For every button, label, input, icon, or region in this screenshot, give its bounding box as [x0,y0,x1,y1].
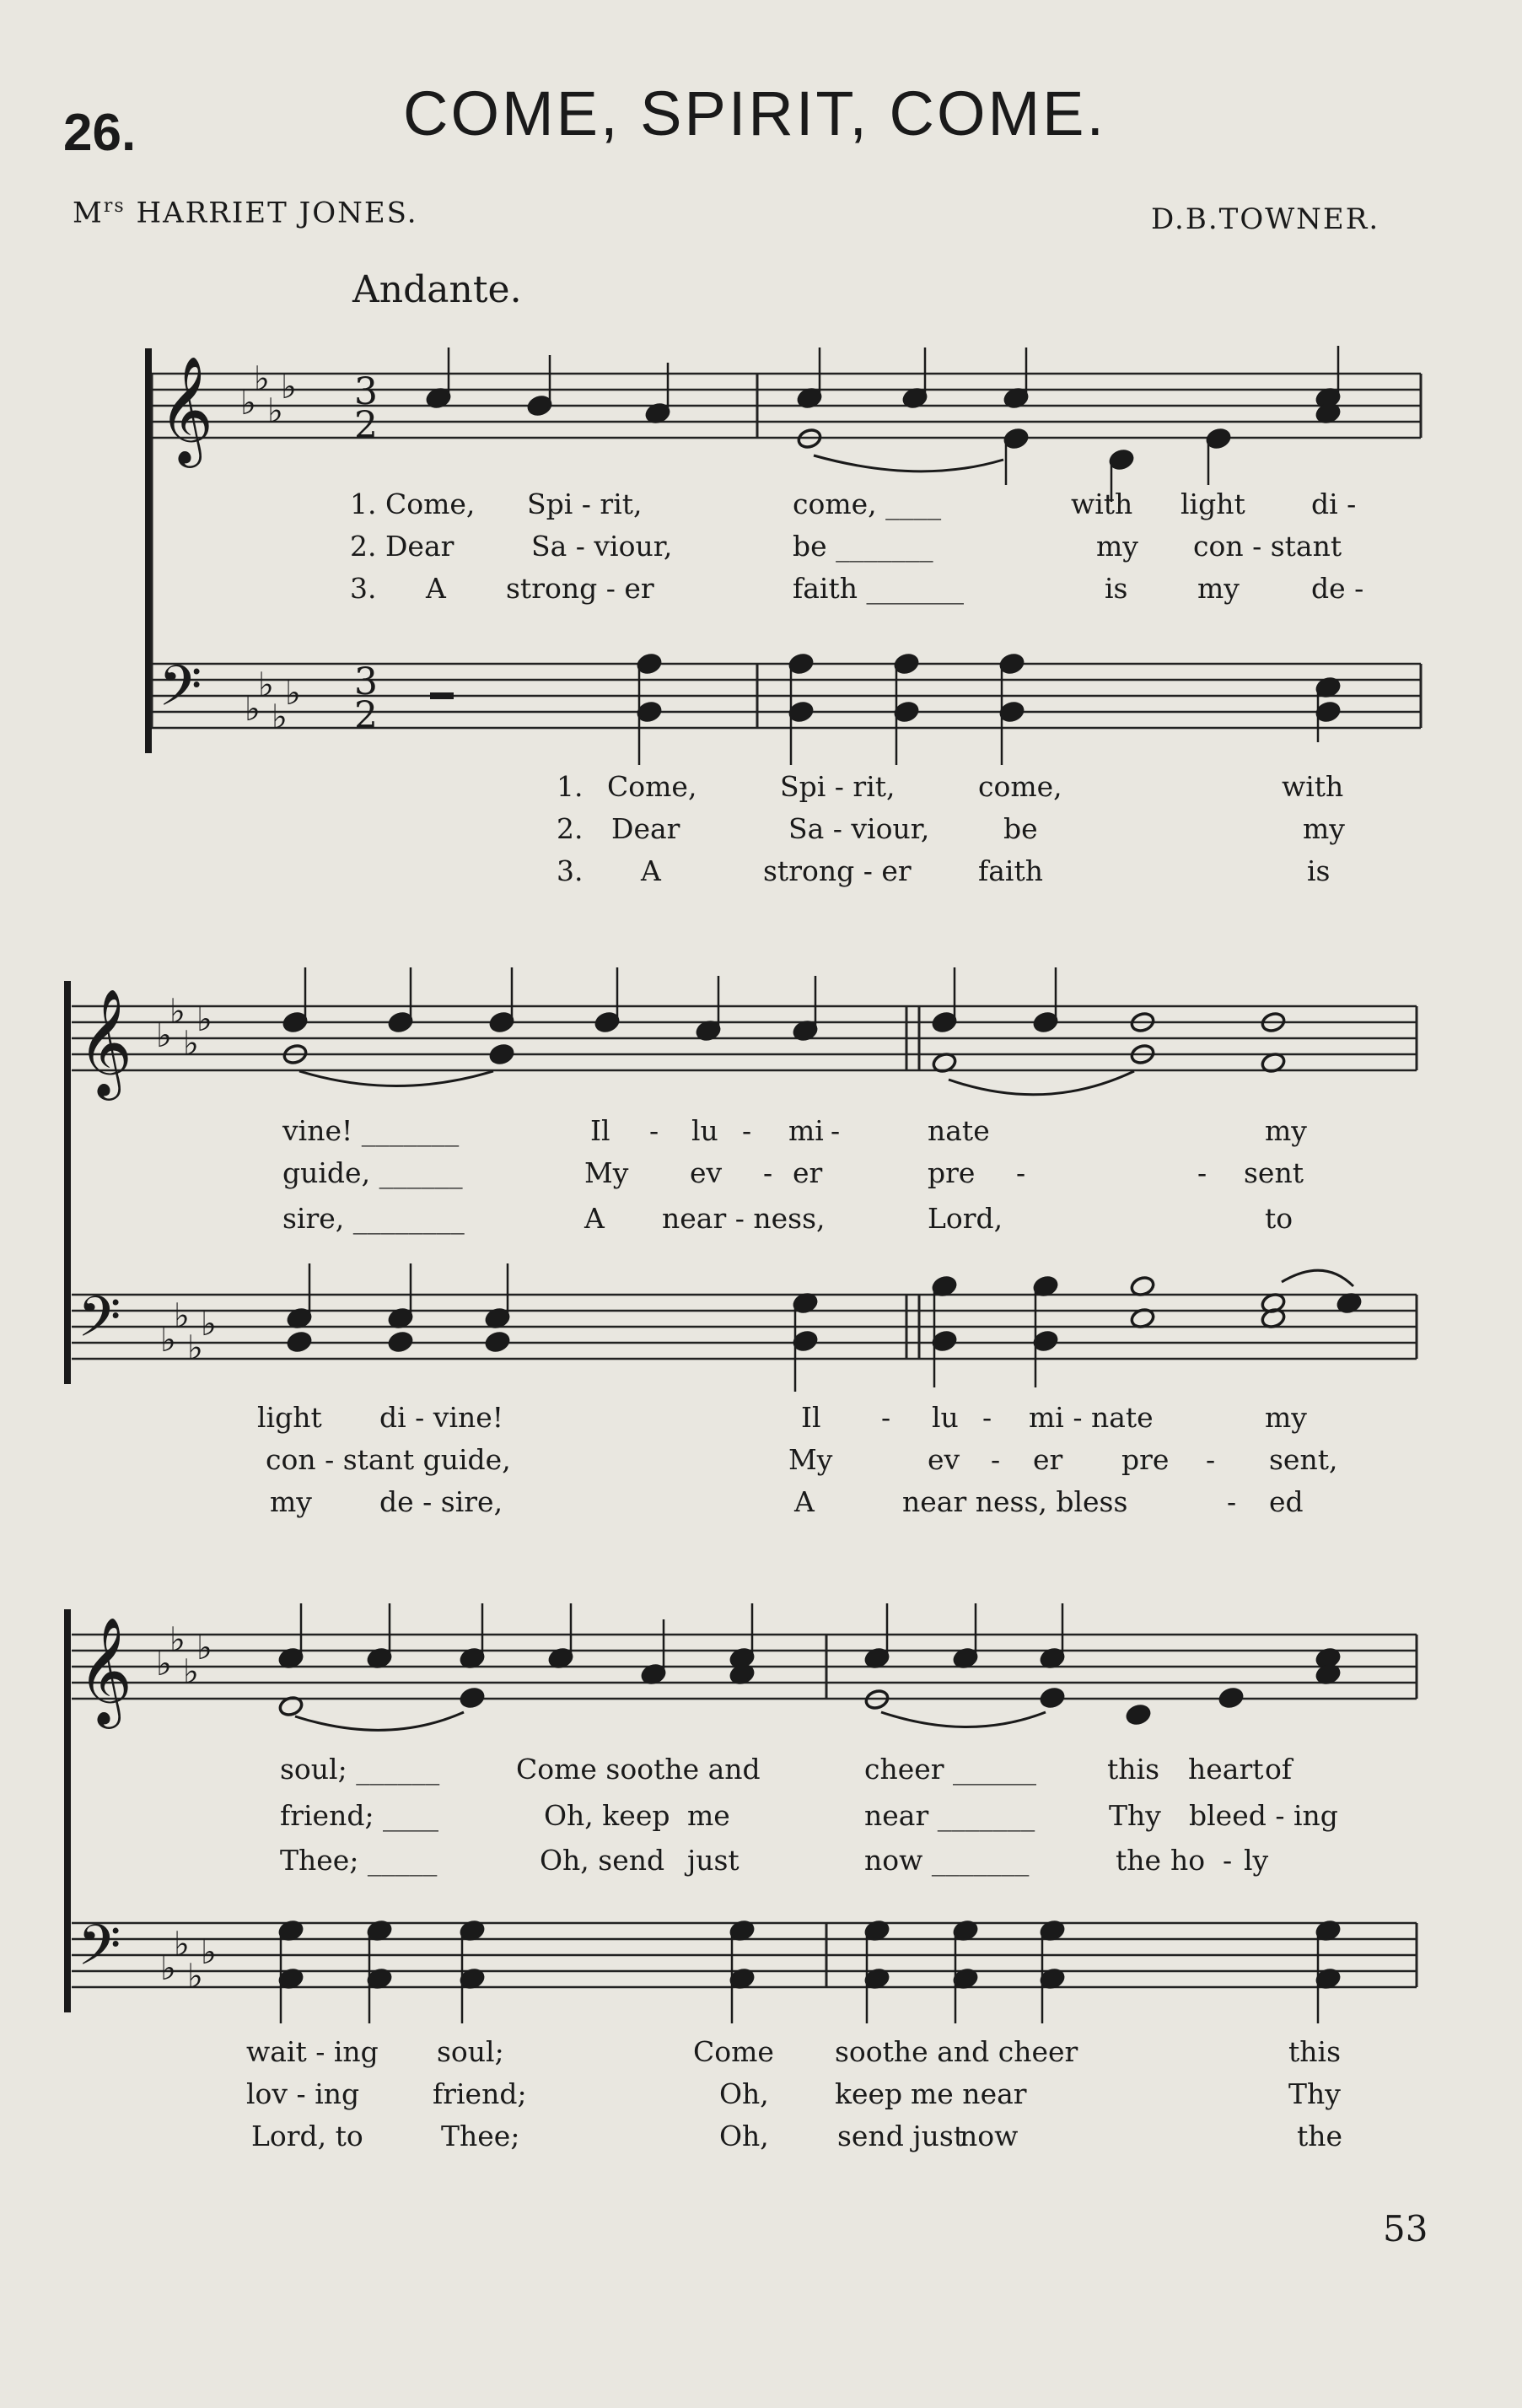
flat-sign: ♭ [187,1957,203,1996]
lyric-system1-lower-v3-w1: 3. [557,854,584,887]
lyric-system2-upper-v1-w7: - [831,1114,841,1147]
half-rest [430,692,454,699]
lyric-system1-upper-v2-w5: con - stant [1193,530,1342,563]
lyric-system1-lower-v3-w5: is [1307,854,1331,887]
lyric-system2-upper-v1-w3: - [649,1114,659,1147]
lyric-system3-lower-v2-w4: keep [835,2077,903,2110]
lyric-system1-upper-v1-w2: Spi - rit, [527,488,643,520]
lyric-system3-lower-v3-w5: now [960,2120,1019,2152]
lyric-system2-upper-v1-w9: my [1265,1114,1307,1147]
lyric-system1-upper-v2-w2: Sa - viour, [531,530,673,563]
flat-sign: ♭ [169,992,186,1032]
lyric-system1-lower-v2-w2: Dear [611,812,680,845]
lyric-system3-upper-v3-w7: - [1223,1844,1233,1877]
flat-sign: ♭ [160,1949,176,1988]
lyric-system3-upper-v2-w1: friend; ____ [280,1799,439,1832]
lyric-system3-upper-v2-w5: Thy [1109,1799,1161,1832]
lyric-system1-lower-v3-w3: strong - er [763,854,912,887]
lyric-system1-lower-v1-w1: 1. [557,770,584,803]
lyric-system3-upper-v3-w1: Thee; _____ [280,1844,438,1877]
time-signature-top: 3 [354,370,378,413]
slur [881,1712,1046,1727]
lyric-system3-lower-v1-w2: soul; [437,2035,504,2068]
flat-sign: ♭ [174,1925,190,1964]
flat-sign: ♭ [201,1933,217,1972]
lyric-system3-upper-v3-w2: Oh, send [540,1844,665,1877]
lyric-system3-upper-v2-w2: Oh, keep [544,1799,670,1832]
lyric-system2-lower-v3-w6: ed [1269,1485,1304,1518]
lyric-system1-upper-v2-w4: my [1096,530,1138,563]
lyric-system3-upper-v3-w8: ly [1244,1844,1269,1877]
lyric-system2-lower-v1-w3: Il [801,1401,821,1434]
page-number: 53 [1383,2208,1428,2249]
lyric-system1-upper-v1-w1: 1. Come, [350,488,476,520]
flat-sign: ♭ [254,359,270,399]
notehead [1218,1687,1245,1710]
lyric-system2-upper-v3-w2: A [584,1202,605,1235]
lyric-system2-lower-v1-w6: - [982,1401,992,1434]
lyric-system2-lower-v2-w3: ev [928,1443,960,1476]
lyric-system2-lower-v2-w1: con - stant guide, [266,1443,511,1476]
lyric-system2-lower-v1-w7: mi - nate [1029,1401,1154,1434]
lyric-system3-lower-v2-w3: Oh, [719,2077,769,2110]
composer-credit: D.B.TOWNER. [1151,202,1380,236]
lyric-system1-lower-v2-w1: 2. [557,812,584,845]
lyricist-name: HARRIET JONES. [136,196,418,230]
lyric-system3-lower-v2-w2: friend; [433,2077,527,2110]
lyric-system1-upper-v3-w6: my [1197,572,1240,605]
flat-sign: ♭ [187,1328,203,1368]
lyric-system2-lower-v3-w5: - [1227,1485,1237,1518]
lyric-system2-upper-v3-w4: Lord, [928,1202,1003,1235]
lyric-system2-lower-v3-w4: near ness, bless [902,1485,1128,1518]
lyric-system3-lower-v3-w4: send just [837,2120,965,2152]
lyric-system2-upper-v1-w5: - [742,1114,752,1147]
flat-sign: ♭ [160,1321,176,1360]
hymn-title: COME, SPIRIT, COME. [403,78,1107,148]
lyric-system1-lower-v1-w5: with [1282,770,1344,803]
flat-sign: ♭ [169,1620,186,1660]
lyric-system3-lower-v2-w1: lov - ing [246,2077,360,2110]
lyric-system2-lower-v2-w7: - [1206,1443,1216,1476]
lyric-system3-upper-v1-w1: soul; ______ [280,1753,440,1786]
treble-clef: 𝄞 [78,988,133,1096]
flat-sign: ♭ [245,690,261,729]
lyric-system3-lower-v3-w6: the [1297,2120,1343,2152]
lyric-system3-upper-v3-w3: just [687,1844,739,1877]
lyric-system2-lower-v2-w5: er [1033,1443,1063,1476]
lyric-system3-upper-v2-w3: me [687,1799,730,1832]
notehead [485,1331,511,1354]
lyric-system3-upper-v3-w6: ho [1170,1844,1206,1877]
time-signature-bottom: 2 [354,694,378,737]
lyric-system2-upper-v2-w5: er [793,1156,823,1189]
flat-sign: ♭ [272,698,288,737]
lyric-system2-lower-v3-w2: de - sire, [379,1485,503,1518]
lyric-system2-lower-v3-w3: A [794,1485,815,1518]
flat-sign: ♭ [183,1652,199,1692]
lyricist-prefix: M [73,196,104,230]
lyric-system1-lower-v3-w2: A [641,854,661,887]
lyric-system2-upper-v1-w2: Il [590,1114,610,1147]
lyric-system1-lower-v1-w4: come, [978,770,1062,803]
lyric-system3-lower-v3-w2: Thee; [441,2120,520,2152]
notehead [460,1687,486,1710]
slur [814,455,1003,471]
flat-sign: ♭ [267,391,283,431]
lyric-system1-upper-v1-w3: come, ____ [793,488,942,520]
notehead [287,1331,313,1354]
lyric-system3-lower-v1-w3: Come [693,2035,774,2068]
lyric-system2-upper-v2-w3: ev [690,1156,723,1189]
flat-sign: ♭ [285,674,301,713]
lyric-system1-upper-v3-w5: is [1105,572,1128,605]
lyric-system1-lower-v1-w3: Spi - rit, [780,770,895,803]
lyric-system3-lower-v2-w5: me near [911,2077,1027,2110]
lyric-system1-lower-v2-w5: my [1303,812,1345,845]
lyric-system2-lower-v2-w6: pre [1121,1443,1170,1476]
lyric-system1-upper-v1-w5: light [1180,488,1245,520]
system-brace [64,1609,71,2012]
bass-clef: 𝄢 [159,654,202,732]
flat-sign: ♭ [183,1024,199,1064]
flat-sign: ♭ [156,1645,172,1683]
lyric-system2-lower-v1-w4: - [881,1401,891,1434]
lyric-system1-lower-v2-w4: be [1003,812,1038,845]
lyric-system2-upper-v3-w3: near - ness, [662,1202,826,1235]
lyric-system3-upper-v3-w4: now _______ [864,1844,1030,1877]
lyric-system2-upper-v1-w6: mi [788,1114,824,1147]
lyric-system2-upper-v2-w7: - [1016,1156,1026,1189]
lyric-system1-upper-v3-w4: faith _______ [793,572,964,605]
lyric-system2-upper-v2-w9: sent [1244,1156,1304,1189]
lyric-system3-lower-v1-w4: soothe and cheer [835,2035,1078,2068]
tempo-marking: Andante. [352,268,522,311]
slur [299,1071,493,1086]
time-signature-top: 3 [354,660,378,703]
lyric-system1-upper-v3-w3: strong - er [506,572,654,605]
lyric-system2-upper-v1-w4: lu [691,1114,718,1147]
lyric-system1-upper-v2-w3: be _______ [793,530,933,563]
lyric-system1-lower-v2-w3: Sa - viour, [788,812,930,845]
lyric-system3-upper-v1-w2: Come soothe and [516,1753,761,1786]
treble-clef: 𝄞 [159,355,214,463]
lyric-system3-lower-v1-w1: wait - ing [246,2035,379,2068]
lyric-system3-upper-v1-w4: this [1107,1753,1160,1786]
lyric-system3-upper-v1-w5: heart [1188,1753,1264,1786]
notehead [1126,1704,1152,1727]
lyric-system2-upper-v3-w5: to [1265,1202,1293,1235]
system-brace [64,981,71,1384]
lyric-system2-upper-v1-w8: nate [928,1114,990,1147]
lyric-system2-lower-v2-w2: My [788,1443,833,1476]
treble-clef: 𝄞 [78,1616,133,1724]
lyric-system2-upper-v2-w8: - [1197,1156,1207,1189]
lyric-system3-upper-v1-w3: cheer ______ [864,1753,1037,1786]
flat-sign: ♭ [201,1305,217,1344]
lyric-system2-lower-v1-w1: light [257,1401,322,1434]
lyric-system2-lower-v1-w5: lu [932,1401,959,1434]
notehead [1040,1687,1066,1710]
lyric-system2-upper-v2-w1: guide, ______ [282,1156,463,1189]
lyric-system2-lower-v2-w8: sent, [1269,1443,1338,1476]
slur [1282,1270,1353,1286]
bass-clef: 𝄢 [78,1913,121,1991]
slur [295,1712,464,1730]
notehead [388,1331,414,1354]
lyric-system3-lower-v2-w6: Thy [1288,2077,1341,2110]
lyric-system1-upper-v2-w1: 2. Dear [350,530,454,563]
lyric-system1-upper-v1-w4: with [1071,488,1133,520]
flat-sign: ♭ [281,368,297,407]
lyric-system1-upper-v3-w7: de - [1311,572,1364,605]
lyric-system1-upper-v3-w1: 3. [350,572,377,605]
slur [949,1071,1134,1095]
lyric-system1-lower-v3-w4: faith [978,854,1043,887]
lyric-system3-upper-v2-w6: bleed - ing [1189,1799,1338,1832]
lyric-system3-lower-v1-w5: this [1288,2035,1342,2068]
lyric-system3-upper-v2-w4: near _______ [864,1799,1035,1832]
lyric-system3-upper-v3-w5: the [1116,1844,1162,1877]
lyric-system2-lower-v3-w1: my [270,1485,312,1518]
lyric-system3-lower-v3-w3: Oh, [719,2120,769,2152]
lyric-system2-upper-v1-w1: vine! _______ [282,1114,460,1147]
lyric-system3-lower-v3-w1: Lord, to [251,2120,363,2152]
lyric-system1-upper-v3-w2: A [426,572,446,605]
lyric-system1-upper-v1-w6: di - [1311,488,1357,520]
lyric-system3-upper-v1-w6: of [1265,1753,1293,1786]
notehead [489,1043,515,1066]
lyricist-prefix-sup: rs [103,196,126,217]
flat-sign: ♭ [258,665,274,705]
bass-clef: 𝄢 [78,1285,121,1363]
lyric-system1-lower-v1-w2: Come, [607,770,697,803]
flat-sign: ♭ [174,1296,190,1336]
time-signature-bottom: 2 [354,404,378,447]
lyric-system2-upper-v2-w6: pre [928,1156,976,1189]
lyric-system2-lower-v1-w2: di - vine! [379,1401,504,1434]
lyric-system2-upper-v2-w2: My [584,1156,629,1189]
lyric-system2-upper-v3-w1: sire, ________ [282,1202,465,1235]
flat-sign: ♭ [196,1000,212,1039]
lyric-system2-lower-v1-w8: my [1265,1401,1307,1434]
flat-sign: ♭ [240,384,256,423]
hymn-number: 26. [63,104,137,162]
flat-sign: ♭ [196,1629,212,1667]
flat-sign: ♭ [156,1016,172,1055]
lyric-system2-upper-v2-w4: - [763,1156,773,1189]
lyric-system2-lower-v2-w4: - [991,1443,1001,1476]
